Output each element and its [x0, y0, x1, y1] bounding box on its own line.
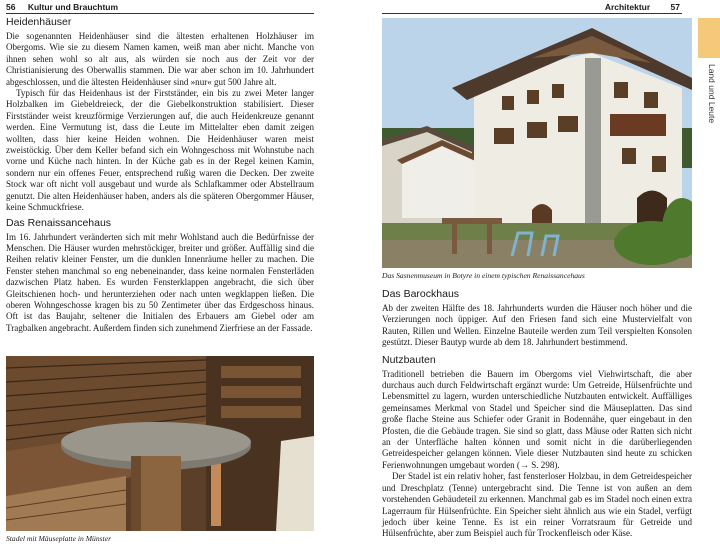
- header-rule: [6, 13, 314, 14]
- chapter-tab: [698, 18, 720, 58]
- right-page: [360, 0, 720, 547]
- paragraph: Der Stadel ist ein relativ hoher, fast fensterloser Holzbau, in dem Getreidespeicher und Dreschplatz (Tenne) untergebracht sind. Die Tenne ist von außen an dem vorstehenden Gebäudeteil zu erkennen. Manchmal gab es im Stadel noch einen extra Lagerraum für Hülsenfrüchte. Ein Speicher sieht ähnlich aus wie ein Stadel, verfügt jedoch über keine Tenne. Es ist ein reiner Vorratsraum für Getreide und Hülsenfrüchte, aber zum Beispiel auch für Trockenfleisch oder Käse.: [382, 471, 692, 539]
- running-head: Architektur: [604, 2, 651, 12]
- left-header: [6, 2, 118, 12]
- running-head: Kultur und Brauchtum: [27, 2, 119, 12]
- section-heading: Das Renaissancehaus: [6, 216, 112, 229]
- paragraph: Die sogenannten Heidenhäuser sind die ältesten erhaltenen Holzhäuser im Obergoms. Wie sie zu diesem Namen kamen, weiß man aber nicht. Manche von ihnen sehen wohl so alt aus, als würden sie noch aus der Zeit vor der Christianisierung des Oberwallis stammen. Die war aber schon im 10. Jahrhundert abgeschlossen, und die ältesten Heidenhäuser sind »nur« gut 500 Jahre alt.: [6, 31, 314, 87]
- stadel-photo: [6, 356, 314, 531]
- paragraph: Typisch für das Heidenhaus ist der Firstständer, ein bis zu zwei Meter langer Holzbalken im Giebeldreieck, der die Giebelkonstruktion stabilisiert. Dieser Firstständer weist kreuzförmige Verzierungen auf, die auch Heidenkreuze genannt werden. Eine Vermutung ist, dass die Leute im Mittelalter eben damit zeigen wollten, dass hier keine Heiden wohnen. Die Heidenhäuser waren meist zweistöckig. Über dem Keller befand sich ein Wohngeschoss mit Wohnstube nach vorne und Küche nach hinten. In der Küche gab es in der Regel keinen Kamin, sondern nur ein offenes Feuer, entsprechend rußig waren die Decken. Der zweite Stock war oft nicht voll ausgebaut und wurde als Schlafkammer oder Abstellraum genutzt. Die alten Heidenhäuser haben, anders als die späteren Obergommer Häuser, keine Schmuckfriese.: [6, 88, 314, 213]
- photo-caption: Das Sasnenmuseum in Botyre in einem typischen Renaissancehaus: [382, 271, 585, 280]
- paragraph: Traditionell betrieben die Bauern im Obergoms viel Viehwirtschaft, die aber durchaus auch durch Feldwirtschaft ergänzt wurde: Um Getreide, Hülsenfrüchte und Lebensmittel zu lagern, wurden unterschiedliche Nutzbauten entwickelt. Auffälliges gemeinsames Merkmal von Stadel und Speicher sind die Mäuseplatten. Das sind große flache Steine aus Schiefer oder Granit in Bodennähe, quer eingebaut in den Pfosten, die die Gebäude tragen. Sie sind so glatt, dass Mäuse oder Ratten sich nicht an der Unterfläche halten können und somit nicht in die darüberliegenden Getreidespeicher gelangen können. Viele dieser Nutzbauten sind heute zu schicken Ferienwohnungen umgebaut worden (→ S. 298).: [382, 368, 692, 470]
- left-text-column: [6, 16, 314, 334]
- page-number: 56: [6, 2, 16, 12]
- page-number: 57: [670, 2, 680, 12]
- chapter-tab-label: Land und Leute: [707, 64, 717, 124]
- photo-caption: Stadel mit Mäuseplatte in Münster: [6, 534, 112, 543]
- header-rule: [382, 13, 682, 14]
- paragraph: Ab der zweiten Hälfte des 18. Jahrhunderts wurden die Häuser noch höher und die Verzierungen noch üppiger. Auf den Friesen fand sich eine Mustervielfalt von Rauten, Rillen und Wellen. Einzelne Bauteile werden zum Teil verspielten Konsolen gestützt. Dieser Bautyp wurde ab dem 18. Jahrhundert bestimmend.: [382, 303, 692, 348]
- right-text-column: [382, 288, 692, 540]
- section-heading: Heidenhäuser: [6, 16, 72, 28]
- stadel-illustration: [6, 356, 314, 531]
- section-heading: Nutzbauten: [382, 353, 436, 366]
- paragraph: Im 16. Jahrhundert veränderten sich mit mehr Wohlstand auch die Bedürfnisse der Menschen. Die Häuser wurden mehrstöckiger, breiter und größer. Auffällig sind die Reihen relativ kleiner Fenster, um die dunklen Innenräume heller zu machen. Die Fenster stehen manchmal so eng nebeneinander, dass keine normalen Fensterläden dazwischen Platz haben. Es wurden Fensterklappen angebracht, die sich über Gleitschienen hoch- und herunterziehen oder nach unten wegklappen ließen. Die oberen Wohngeschosse kragen bis zu 50 Zentimeter über das Erdgeschoss hinaus. Oft ist das Baujahr, seltener die Initialen des Erbauers am Giebel oder am Tragbalken angebracht. Außerdem finden sich zunehmend Zierfriese an der Fassade.: [6, 231, 314, 333]
- section-heading: Das Barockhaus: [382, 288, 460, 300]
- renaissance-house-illustration: [382, 18, 692, 268]
- renaissance-house-photo: [382, 18, 692, 268]
- right-header: [605, 2, 680, 12]
